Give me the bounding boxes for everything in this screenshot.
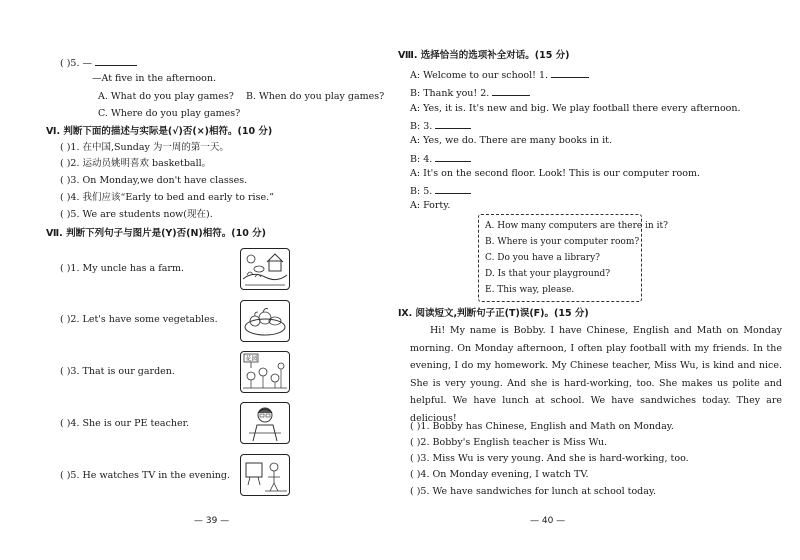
section6-item-5: ( )5. We are students now(现在). (60, 209, 213, 220)
section9-title: Ⅸ. 阅读短文,判断句子正(T)误(F)。(15 分) (398, 308, 589, 319)
section7-item-2: ( )2. Let's have some vegetables. (60, 314, 218, 325)
dialog-line-9: A: Forty. (410, 200, 451, 211)
passage-line-4: She is very young. And she is hard-working, too. She makes us polite and (410, 377, 782, 389)
dialog-line-3: A: Yes, it is. It's new and big. We play football there every afternoon. (410, 103, 741, 114)
tv-picture (240, 454, 290, 496)
section9-item-2: ( )2. Bobby's English teacher is Miss Wu. (410, 437, 608, 448)
section7-item-4: ( )4. She is our PE teacher. (60, 418, 190, 429)
section7-item-5: ( )5. He watches TV in the evening. (60, 470, 230, 481)
dialog-line-4: B: 3. (410, 119, 471, 133)
dialog-line-2: B: Thank you! 2. (410, 86, 530, 100)
passage-line-1: Hi! My name is Bobby. I have Chinese, English and Math on Monday (430, 325, 782, 336)
section6-item-4: ( )4. 我们应该“Early to bed and early to rise.” (60, 192, 274, 203)
right-page-number: — 40 — (530, 516, 566, 526)
garden-sign: 花园 (245, 355, 258, 363)
section6-title: Ⅵ. 判断下面的描述与实际是(√)否(×)相符。(10 分) (46, 126, 273, 137)
q5-option-c: C. Where do you play games? (98, 108, 241, 119)
dialog-line-6: B: 4. (410, 152, 471, 166)
q5-prefix: ( )5. — (60, 58, 93, 69)
q5-stem (60, 56, 137, 70)
section9-item-4: ( )4. On Monday evening, I watch TV. (410, 469, 589, 480)
option-e: E. This way, please. (485, 285, 575, 295)
q5-option-a: A. What do you play games? (98, 91, 234, 102)
farm-picture (240, 248, 290, 290)
teacher-picture (240, 402, 290, 444)
dialog-blank-3[interactable] (435, 119, 471, 129)
section6-item-1: ( )1. 在中国,Sunday 为一周的第一天。 (60, 142, 229, 153)
option-a: A. How many computers are there in it? (485, 221, 668, 231)
option-d: D. Is that your playground? (485, 269, 611, 279)
passage-line-6: delicious! (410, 412, 457, 424)
q5-answer: —At five in the afternoon. (92, 73, 216, 84)
section7-item-1: ( )1. My uncle has a farm. (60, 263, 184, 274)
option-b: B. Where is your computer room? (485, 237, 640, 247)
left-page-number: — 39 — (194, 516, 230, 526)
q5-option-b: B. When do you play games? (246, 91, 385, 102)
q5-blank[interactable] (95, 56, 137, 66)
section9-item-1: ( )1. Bobby has Chinese, English and Math on Monday. (410, 421, 674, 432)
dialog-blank-5[interactable] (435, 184, 471, 194)
passage-line-5: helpful. We have lunch at school. We have sandwiches today. They are (410, 395, 782, 406)
section9-item-3: ( )3. Miss Wu is very young. And she is hard-working, too. (410, 453, 689, 464)
dialog-blank-4[interactable] (435, 152, 471, 162)
dialog-line-1: A: Welcome to our school! 1. (410, 68, 589, 82)
dialog-line-5: A: Yes, we do. There are many books in it. (410, 135, 613, 146)
passage-line-2: morning. On Monday afternoon, I often play football with my friends. In the (410, 342, 782, 354)
section7-item-3: ( )3. That is our garden. (60, 366, 175, 377)
section8-title: Ⅷ. 选择恰当的选项补全对话。(15 分) (398, 50, 570, 61)
section9-item-5: ( )5. We have sandwiches for lunch at school today. (410, 486, 657, 497)
dialog-blank-2[interactable] (492, 86, 530, 96)
reading-passage (410, 322, 782, 427)
passage-line-3: evening, I do my homework. My Chinese teacher, Miss Wu, is kind and nice. (410, 360, 782, 371)
options-box (478, 214, 668, 302)
vegetables-picture (240, 300, 290, 342)
garden-picture (240, 351, 290, 393)
dialog-blank-1[interactable] (551, 68, 589, 78)
section7-title: Ⅶ. 判断下列句子与图片是(Y)否(N)相符。(10 分) (46, 228, 266, 239)
option-c: C. Do you have a library? (485, 253, 601, 263)
section6-item-3: ( )3. On Monday,we don't have classes. (60, 175, 248, 186)
section6-item-2: ( )2. 运动员姚明喜欢 basketball。 (60, 158, 212, 169)
dialog-line-7: A: It's on the second floor. Look! This is our computer room. (410, 168, 700, 179)
dialog-line-8: B: 5. (410, 184, 471, 198)
